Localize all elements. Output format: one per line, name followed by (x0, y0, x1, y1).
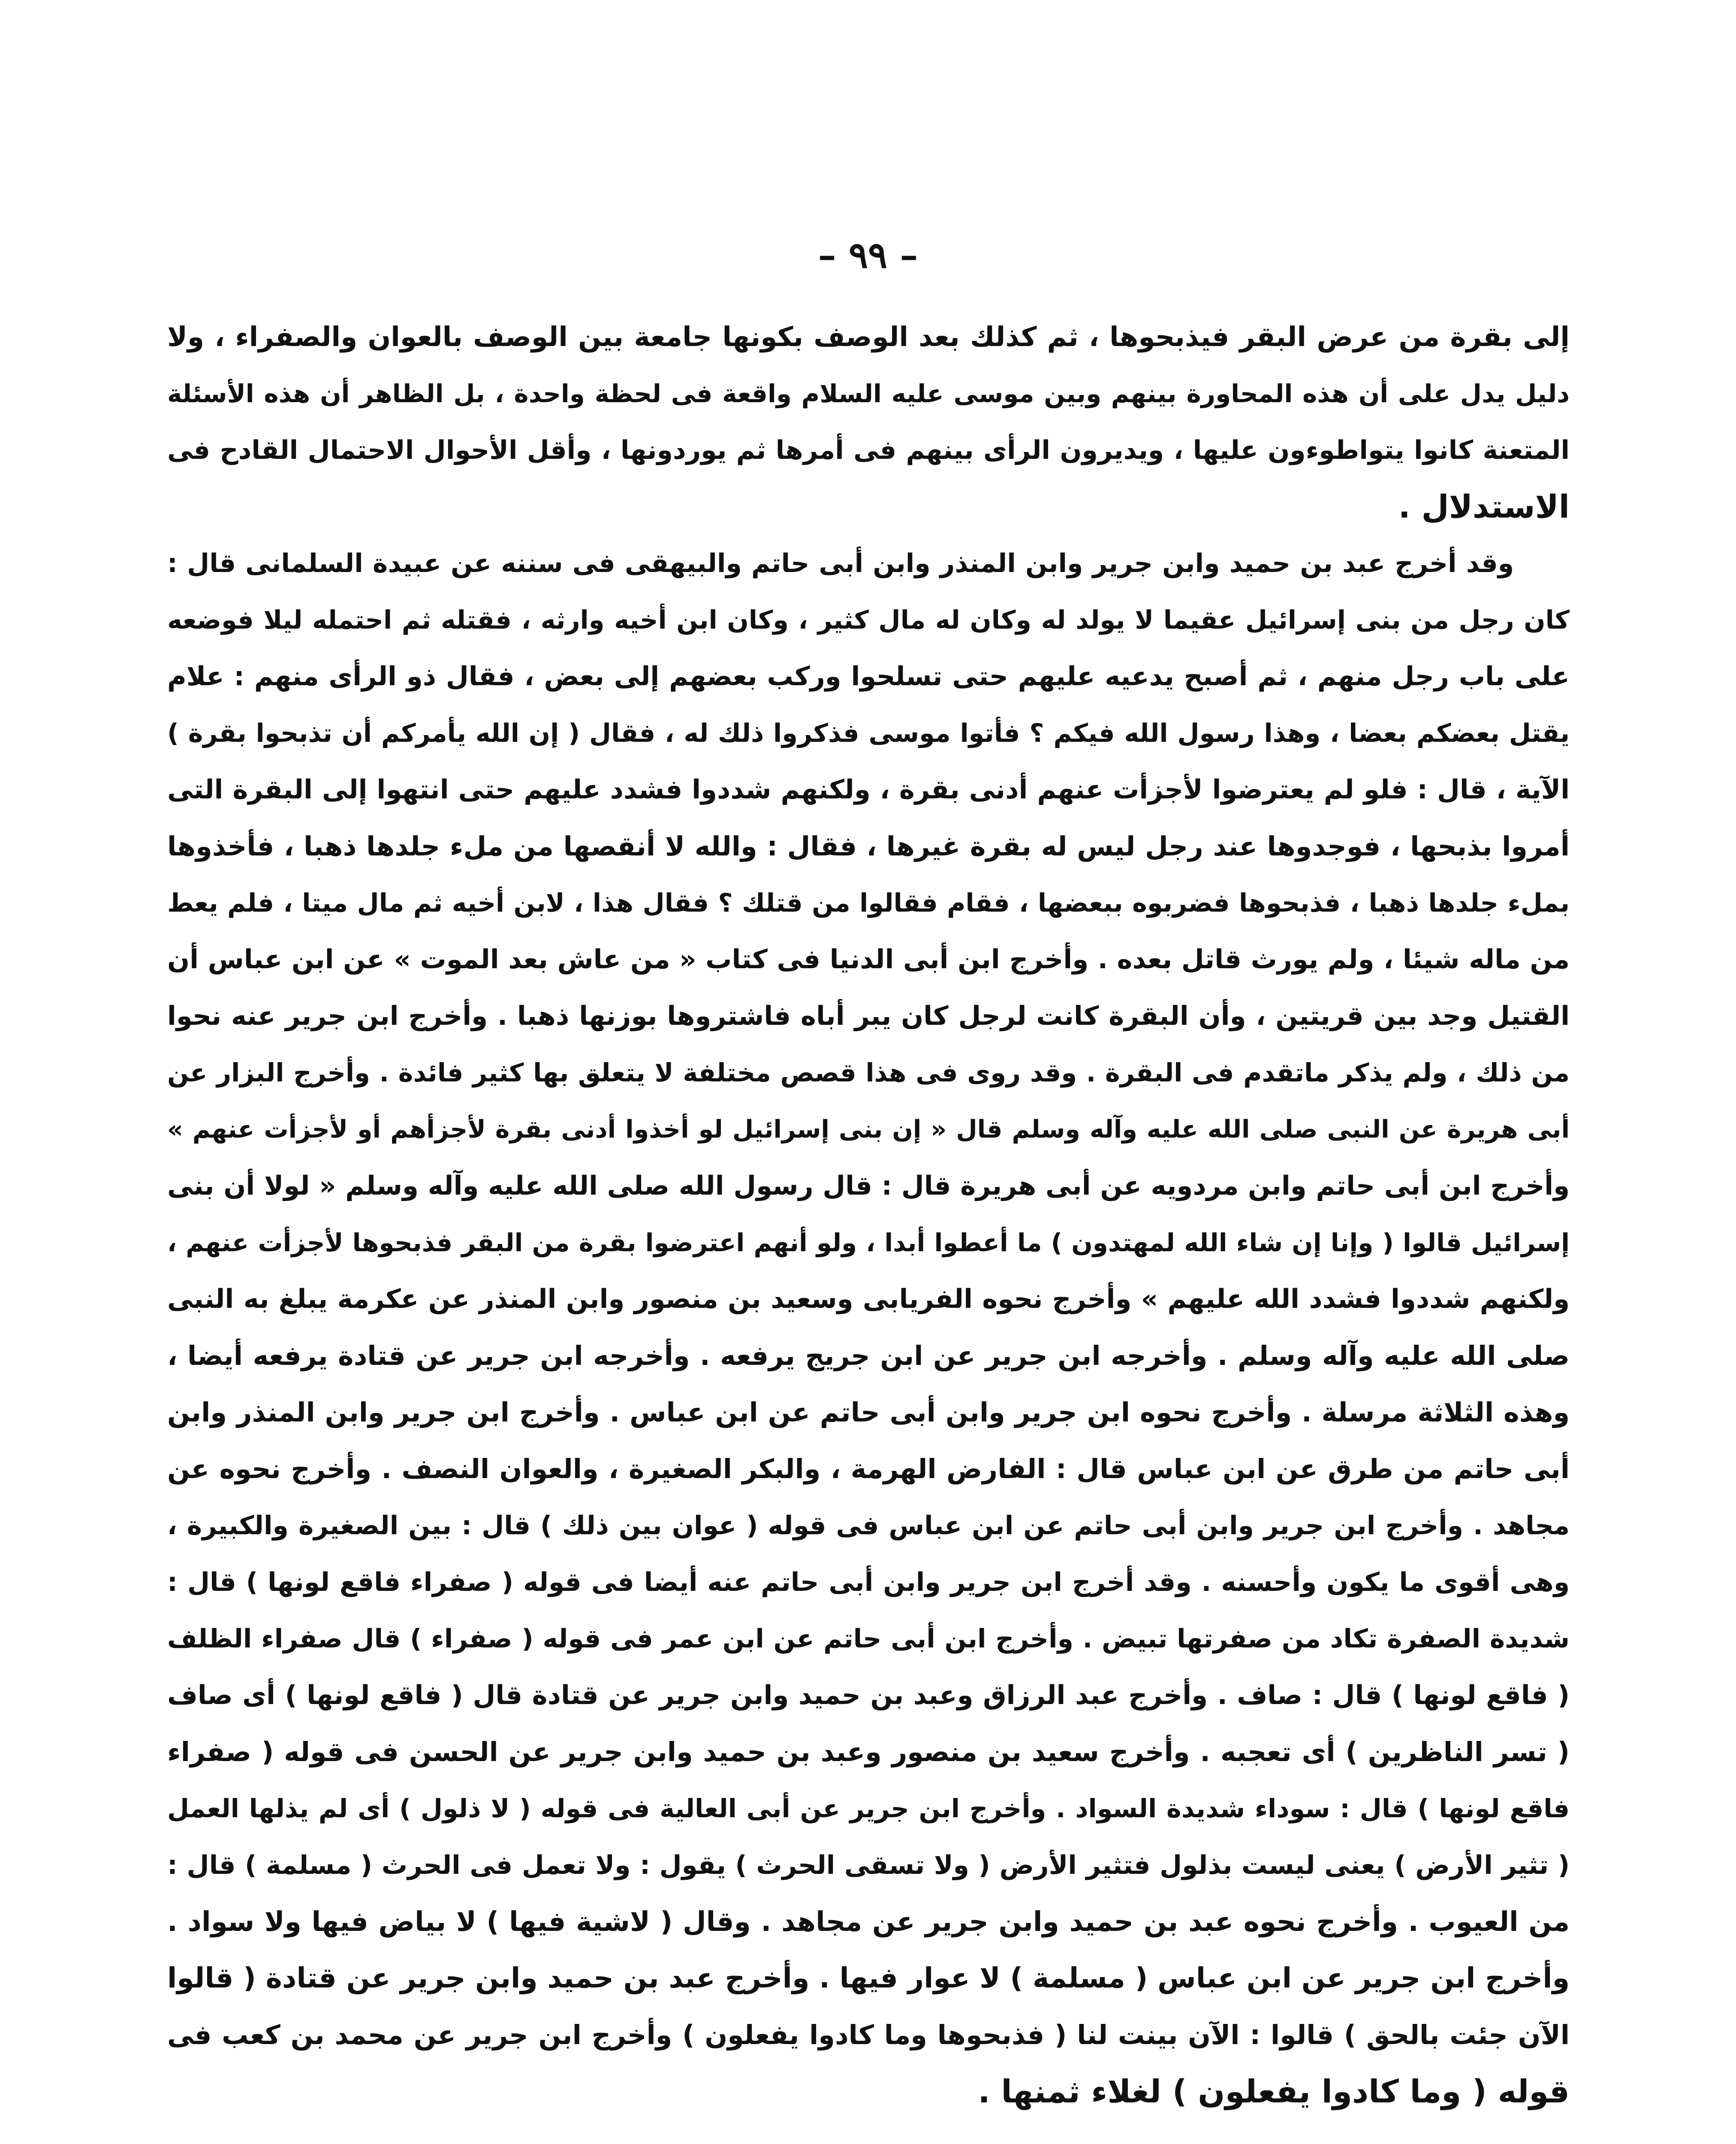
text-line: قوله ( وما كادوا يفعلون ) لغلاء ثمنها . (978, 2073, 1570, 2110)
text-line: من ذلك ، ولم يذكر ماتقدم فى البقرة . وقد روى فى هذا قصص مختلفة لا يتعلق بها كثير فائدة . وأخرج البزار عن (167, 1058, 1570, 1087)
text-line: ( تسر الناظرين ) أى تعجبه . وأخرج سعيد بن منصور وعبد بن حميد وابن جرير عن الحسن فى قوله ( صفراء (167, 1736, 1570, 1768)
text-line: الآن جئت بالحق ) قالوا : الآن بينت لنا ( فذبحوها وما كادوا يفعلون ) وأخرج ابن جرير عن محمد بن كعب فى (167, 2019, 1570, 2051)
body-text (167, 309, 1570, 2120)
text-line: شديدة الصفرة تكاد من صفرتها تبيض . وأخرج ابن أبى حاتم عن ابن عمر فى قوله ( صفراء ) قال صفراء الظلف (167, 1624, 1570, 1654)
text-line: الاستدلال . (1398, 488, 1570, 525)
text-line: وأخرج ابن جرير عن ابن عباس ( مسلمة ) لا عوار فيها . وأخرج عبد بن حميد وابن جرير عن قتادة ( قالوا (167, 1962, 1570, 1994)
text-line: وهذه الثلاثة مرسلة . وأخرج نحوه ابن جرير وابن أبى حاتم عن ابن عباس . وأخرج ابن جرير وابن المنذر وابن (167, 1397, 1570, 1428)
text-line: إلى بقرة من عرض البقر فيذبحوها ، ثم كذلك بعد الوصف بكونها جامعة بين الوصف بالعوان والصفراء ، ولا (167, 321, 1570, 352)
text-line: ( فاقع لونها ) قال : صاف . وأخرج عبد الرزاق وعبد بن حميد وابن جرير عن قتادة قال ( فاقع لونها ) أى صاف (167, 1680, 1570, 1710)
text-line: وهى أقوى ما يكون وأحسنه . وقد أخرج ابن جرير وابن أبى حاتم عنه أيضا فى قوله ( صفراء فاقع لونها ) قال : (167, 1567, 1570, 1597)
text-line: صلى الله عليه وآله وسلم . وأخرجه ابن جرير عن ابن جريج يرفعه . وأخرجه ابن جرير عن قتادة يرفعه أيضا ، (167, 1340, 1570, 1371)
text-line: القتيل وجد بين قريتين ، وأن البقرة كانت لرجل كان يبر أباه فاشتروها بوزنها ذهبا . وأخرج ابن جرير عنه نحوا (167, 1001, 1570, 1031)
text-line: المتعنة كانوا يتواطوءون عليها ، ويديرون الرأى بينهم فى أمرها ثم يوردونها ، وأقل الأحوال الاحتمال القادح فى (167, 435, 1570, 465)
page-number: – ٩٩ – (818, 234, 918, 276)
text-line: الآية ، قال : فلو لم يعترضوا لأجزأت عنهم أدنى بقرة ، ولكنهم شددوا فشدد عليهم حتى انتهوا إلى البقرة التى (167, 774, 1570, 805)
text-line: على باب رجل منهم ، ثم أصبح يدعيه عليهم حتى تسلحوا وركب بعضهم إلى بعض ، فقال ذو الرأى منهم : علام (167, 661, 1570, 692)
text-line: فاقع لونها ) قال : سوداء شديدة السواد . وأخرج ابن جرير عن أبى العالية فى قوله ( لا ذلول ) أى لم يذلها العمل (167, 1794, 1570, 1823)
text-line: يقتل بعضكم بعضا ، وهذا رسول الله فيكم ؟ فأتوا موسى فذكروا ذلك له ، فقال ( إن الله يأمركم أن تذبحوا بقرة ) (167, 718, 1570, 748)
text-line: وأخرج ابن أبى حاتم وابن مردويه عن أبى هريرة قال : قال رسول الله صلى الله عليه وآله وسلم « لولا أن بنى (167, 1171, 1570, 1201)
text-line: ولكنهم شددوا فشدد الله عليهم » وأخرج نحوه الفريابى وسعيد بن منصور وابن المنذر عن عكرمة يبلغ به النبى (167, 1284, 1570, 1314)
text-line: أمروا بذبحها ، فوجدوها عند رجل ليس له بقرة غيرها ، فقال : والله لا أنقصها من ملء جلدها ذهبا ، فأخذوها (167, 831, 1570, 862)
text-line: دليل يدل على أن هذه المحاورة بينهم وبين موسى عليه السلام واقعة فى لحظة واحدة ، بل الظاهر أن هذه الأسئلة (167, 379, 1570, 408)
text-line: أبى هريرة عن النبى صلى الله عليه وآله وسلم قال « إن بنى إسرائيل لو أخذوا أدنى بقرة لأجزأهم أو لأجزأت عنهم » (167, 1115, 1570, 1144)
text-line: من العيوب . وأخرج نحوه عبد بن حميد وابن جرير عن مجاهد . وقال ( لاشية فيها ) لا بياض فيها ولا سواد . (167, 1906, 1570, 1937)
text-line: من ماله شيئا ، ولم يورث قاتل بعده . وأخرج ابن أبى الدنيا فى كتاب « من عاش بعد الموت » عن ابن عباس أن (167, 944, 1570, 975)
text-line: أبى حاتم من طرق عن ابن عباس قال : الفارض الهرمة ، والبكر الصغيرة ، والعوان النصف . وأخرج نحوه عن (167, 1453, 1570, 1485)
text-line: وقد أخرج عبد بن حميد وابن جرير وابن المنذر وابن أبى حاتم والبيهقى فى سننه عن عبيدة السلمانى قال : (167, 548, 1514, 578)
text-line: إسرائيل قالوا ( وإنا إن شاء الله لمهتدون ) ما أعطوا أبدا ، ولو أنهم اعترضوا بقرة من البقر فذبحوها لأجزأت عنهم ، (167, 1228, 1570, 1257)
text-line: مجاهد . وأخرج ابن جرير وابن أبى حاتم عن ابن عباس فى قوله ( عوان بين ذلك ) قال : بين الصغيرة والكبيرة ، (167, 1511, 1570, 1541)
text-line: ( تثير الأرض ) يعنى ليست بذلول فتثير الأرض ( ولا تسقى الحرث ) يقول : ولا تعمل فى الحرث ( مسلمة ) قال : (167, 1850, 1570, 1880)
text-line: بملء جلدها ذهبا ، فذبحوها فضربوه ببعضها ، فقام فقالوا من قتلك ؟ فقال هذا ، لابن أخيه ثم مال ميتا ، فلم يعط (167, 888, 1570, 918)
text-line: كان رجل من بنى إسرائيل عقيما لا يولد له وكان له مال كثير ، وكان ابن أخيه وارثه ، فقتله ثم احتمله ليلا فوضعه (167, 605, 1570, 635)
